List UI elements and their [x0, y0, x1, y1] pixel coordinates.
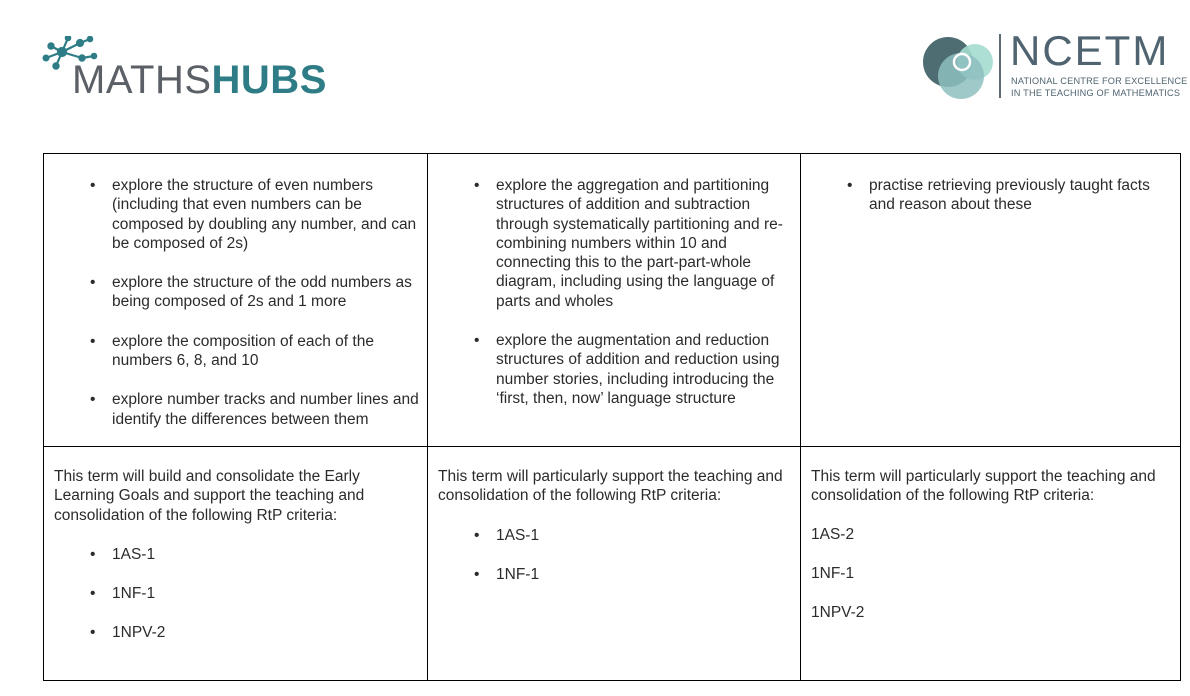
curriculum-table — [43, 153, 1181, 681]
table-cell-objectives-1 — [44, 154, 428, 447]
criteria-text: 1NF-1 — [496, 565, 540, 583]
criteria-intro: This term will build and consolidate the Early Learning Goals and support the teaching and consolidation of the following RtP criteria: — [54, 468, 365, 524]
criteria-item: • 1NPV-2 — [90, 624, 166, 642]
criteria-text: 1NPV-2 — [112, 624, 166, 642]
table-row — [44, 447, 1181, 681]
table-cell-criteria-2 — [428, 447, 801, 681]
criteria-text: 1AS-2 — [811, 526, 855, 544]
list-item: • explore the augmentation and reduction structures of addition and reduction using number stories, including introducing the ‘first, then, now’ language structure — [474, 332, 780, 407]
list-item: • explore the structure of the odd numbers as being composed of 2s and 1 more — [90, 274, 412, 311]
list-item: • practise retrieving previously taught facts and reason about these — [847, 177, 1150, 214]
criteria-item: • 1NF-1 — [474, 565, 540, 583]
ncetm-logo — [920, 27, 1188, 104]
list-item-text: practise retrieving previously taught facts and reason about these — [869, 177, 1150, 214]
criteria-text: 1NF-1 — [811, 564, 855, 582]
criteria-intro: This term will particularly support the teaching and consolidation of the following RtP criteria: — [811, 468, 1156, 505]
criteria-item: • 1NF-1 — [90, 585, 156, 603]
ncetm-subtitle-line2: IN THE TEACHING OF MATHEMATICS — [1011, 88, 1181, 98]
ncetm-subtitle-line1: NATIONAL CENTRE FOR EXCELLENCE — [1011, 76, 1188, 86]
criteria-text: 1NF-1 — [112, 585, 156, 603]
list-item-text: explore the structure of the odd numbers as being composed of 2s and 1 more — [112, 274, 412, 311]
list-item: • explore the composition of each of the numbers 6, 8, and 10 — [90, 332, 374, 370]
criteria-intro: This term will particularly support the teaching and consolidation of the following RtP criteria: — [438, 468, 783, 505]
list-item-text: explore the structure of even numbers (including that even numbers can be composed by doubling any number, and can be composed of 2s) — [112, 177, 417, 252]
criteria-item: • 1AS-1 — [90, 545, 156, 563]
list-item: • explore the structure of even numbers (including that even numbers can be composed by doubling any number, and can be composed of 2s) — [90, 177, 417, 252]
ncetm-divider — [999, 34, 1001, 98]
table-cell-objectives-2 — [428, 154, 801, 447]
list-item: • explore the aggregation and partitioning structures of addition and subtraction through systematically partitioning and re-combining numbers within 10 and connecting this to the part-part-whole diagram, including using the language of parts and wholes — [474, 177, 783, 310]
criteria-item: • 1AS-1 — [474, 526, 540, 544]
list-item: • explore number tracks and number lines and identify the differences between them — [90, 391, 419, 428]
ncetm-circles-icon — [920, 32, 998, 104]
criteria-text: 1NPV-2 — [811, 603, 865, 621]
maths-hubs-wordmark — [72, 58, 327, 102]
maths-hubs-logo — [42, 36, 332, 102]
table-cell-criteria-1 — [44, 447, 428, 681]
table-cell-criteria-3 — [801, 447, 1181, 681]
maths-hubs-wordmark-hubs: HUBS — [211, 58, 327, 102]
criteria-text: 1AS-1 — [112, 545, 156, 563]
criteria-text: 1AS-1 — [496, 526, 540, 544]
table-row — [44, 154, 1181, 447]
list-item-text: explore the augmentation and reduction structures of addition and reduction using number stories, including introducing the ‘first, then, now’ language structure — [496, 332, 780, 407]
list-item-text: explore the composition of each of the numbers 6, 8, and 10 — [112, 332, 374, 370]
list-item-text: explore the aggregation and partitioning structures of addition and subtraction through systematically partitioning and re-combining numbers within 10 and connecting this to the part-part-whole diagram, including using the language of parts and wholes — [496, 177, 783, 310]
ncetm-title: NCETM — [1010, 27, 1170, 74]
table-cell-objectives-3 — [801, 154, 1181, 447]
list-item-text: explore number tracks and number lines and identify the differences between them — [112, 391, 419, 428]
maths-hubs-wordmark-maths: MATHS — [72, 58, 212, 102]
